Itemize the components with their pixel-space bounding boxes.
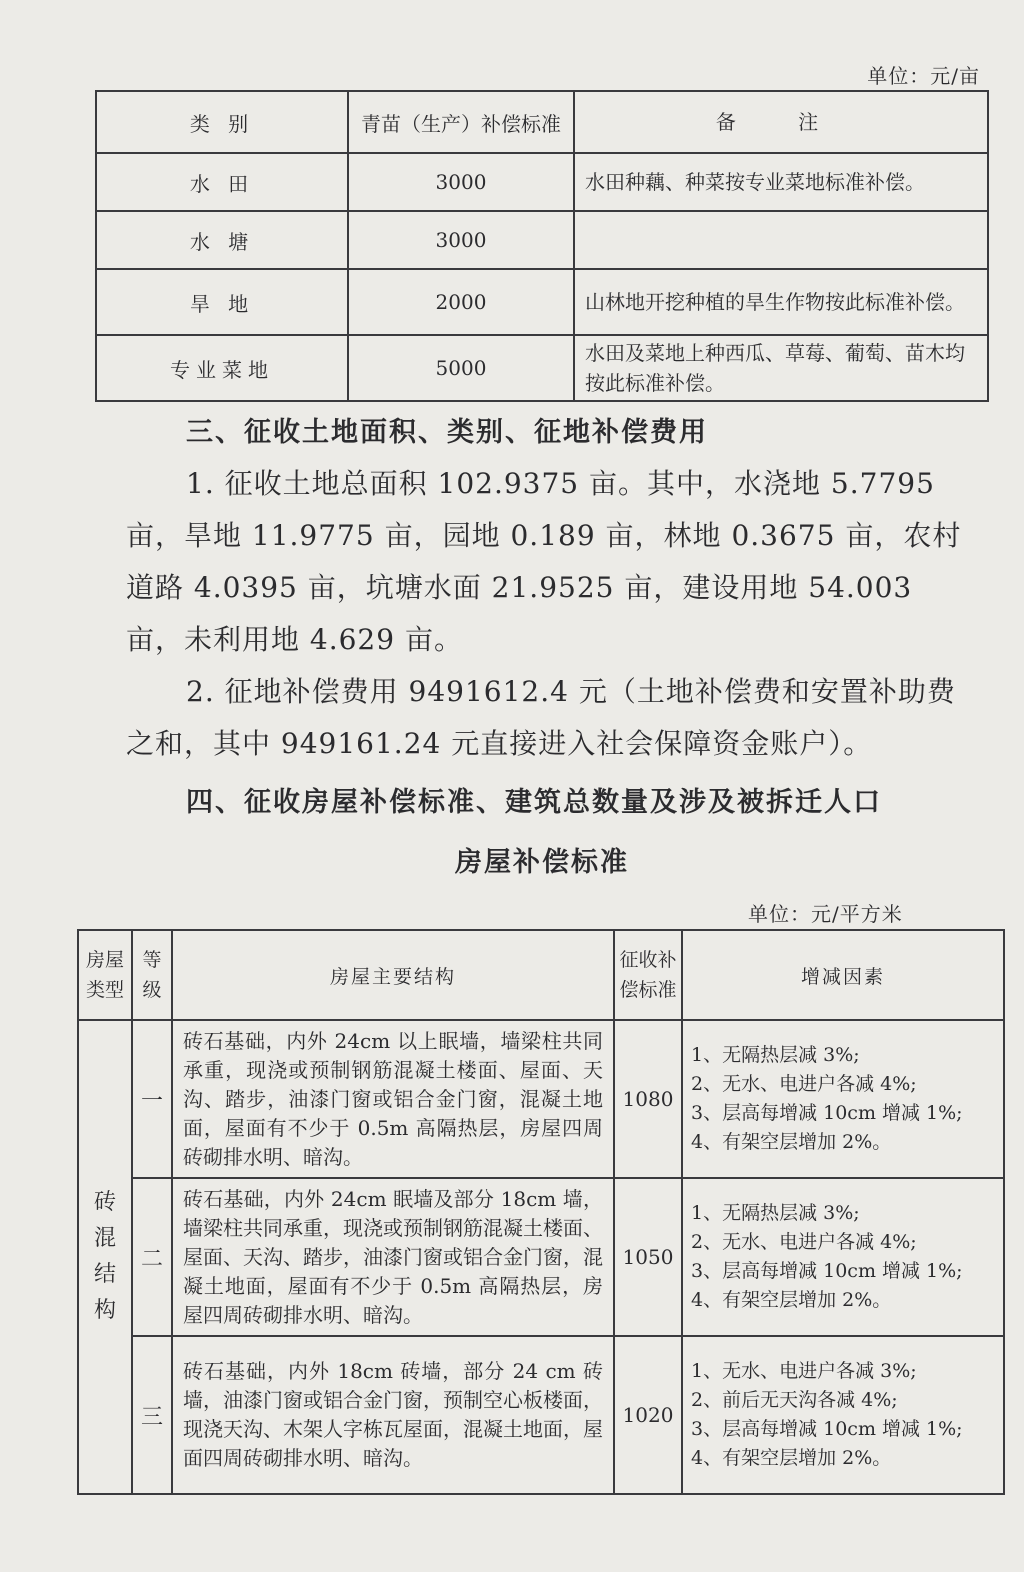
header-category: 类 别: [96, 91, 348, 153]
table-row: [96, 335, 988, 401]
row-note: 水田及菜地上种西瓜、草莓、葡萄、苗木均按此标准补偿。: [574, 335, 988, 401]
grade-cell: 二: [132, 1178, 172, 1336]
section4-subtitle: 房屋补偿标准: [455, 847, 629, 878]
section3-title: 三、征收土地面积、类别、征地补偿费用: [186, 417, 708, 448]
table-row: [96, 269, 988, 335]
section4-title: 四、征收房屋补偿标准、建筑总数量及涉及被拆迁人口: [186, 787, 882, 818]
row-category: 旱 地: [96, 269, 348, 335]
header-grade: 等级: [132, 930, 172, 1020]
row-note: 水田种藕、种菜按专业菜地标准补偿。: [574, 153, 988, 211]
row-note: 山林地开挖种植的旱生作物按此标准补偿。: [574, 269, 988, 335]
table-row: [78, 1020, 1004, 1178]
structure-cell: 砖石基础，内外 18cm 砖墙，部分 24 cm 砖墙，油漆门窗或铝合金门窗，预制空心板楼面，现浇天沟、木架人字栋瓦屋面，混凝土地面，屋面四周砖砌排水明、暗沟。: [172, 1336, 614, 1494]
factors-cell: 1、无隔热层减 3%; 2、无水、电进户各减 4%; 3、层高每增减 10cm 增减 1%; 4、有架空层增加 2%。: [682, 1178, 1004, 1336]
standard-cell: 1080: [614, 1020, 682, 1178]
house-type-cell: [78, 1020, 132, 1494]
structure-cell: 砖石基础，内外 24cm 眠墙及部分 18cm 墙，墙梁柱共同承重，现浇或预制钢筋混凝土楼面、屋面、天沟、踏步，油漆门窗或铝合金门窗，混凝土地面，屋面有不少于 0.5m 高隔热层，房屋四周砖砌排水明、暗沟。: [172, 1178, 614, 1336]
seedling-compensation-table: [95, 90, 989, 402]
table-row: [96, 211, 988, 269]
table-row: [78, 1178, 1004, 1336]
house-compensation-table: [77, 929, 1005, 1495]
factors-cell: 1、无隔热层减 3%; 2、无水、电进户各减 4%; 3、层高每增减 10cm 增减 1%; 4、有架空层增加 2%。: [682, 1020, 1004, 1178]
header-structure: 房屋主要结构: [172, 930, 614, 1020]
header-note: 备 注: [574, 91, 988, 153]
row-value: 3000: [348, 153, 574, 211]
house-type-text: 砖混结构: [93, 1190, 116, 1323]
section3-item1: 1. 征收土地总面积 102.9375 亩。其中，水浇地 5.7795 亩，旱地 11.9775 亩，园地 0.189 亩，林地 0.3675 亩，农村道路 4.0395 亩，坑塘水面 21.9525 亩，建设用地 54.003 亩，未利用地 4.629 亩。: [126, 467, 962, 656]
table-header-row: [96, 91, 988, 153]
row-note: [574, 211, 988, 269]
standard-cell: 1020: [614, 1336, 682, 1494]
structure-cell: 砖石基础，内外 24cm 以上眠墙，墙梁柱共同承重，现浇或预制钢筋混凝土楼面、屋面、天沟、踏步，油漆门窗或铝合金门窗，混凝土地面，屋面有不少于 0.5m 高隔热层，房屋四周砖砌排水明、暗沟。: [172, 1020, 614, 1178]
header-standard: 征收补偿标准: [614, 930, 682, 1020]
section3-item2: 2. 征地补偿费用 9491612.4 元（土地补偿费和安置补助费之和，其中 949161.24 元直接进入社会保障资金账户）。: [126, 675, 956, 760]
row-value: 3000: [348, 211, 574, 269]
table2-unit: 单位：元/平方米: [748, 902, 903, 926]
row-category: 水 田: [96, 153, 348, 211]
row-category: 水 塘: [96, 211, 348, 269]
table-row: [96, 153, 988, 211]
header-standard: 青苗（生产）补偿标准: [348, 91, 574, 153]
header-house-type: 房屋类型: [78, 930, 132, 1020]
grade-cell: 一: [132, 1020, 172, 1178]
row-value: 2000: [348, 269, 574, 335]
standard-cell: 1050: [614, 1178, 682, 1336]
table-row: [78, 1336, 1004, 1494]
grade-cell: 三: [132, 1336, 172, 1494]
table-header-row: [78, 930, 1004, 1020]
factors-cell: 1、无水、电进户各减 3%; 2、前后无天沟各减 4%; 3、层高每增减 10cm 增减 1%; 4、有架空层增加 2%。: [682, 1336, 1004, 1494]
header-factors: 增减因素: [682, 930, 1004, 1020]
table1-unit: 单位：元/亩: [867, 64, 980, 88]
row-value: 5000: [348, 335, 574, 401]
row-category: 专业菜地: [96, 335, 348, 401]
